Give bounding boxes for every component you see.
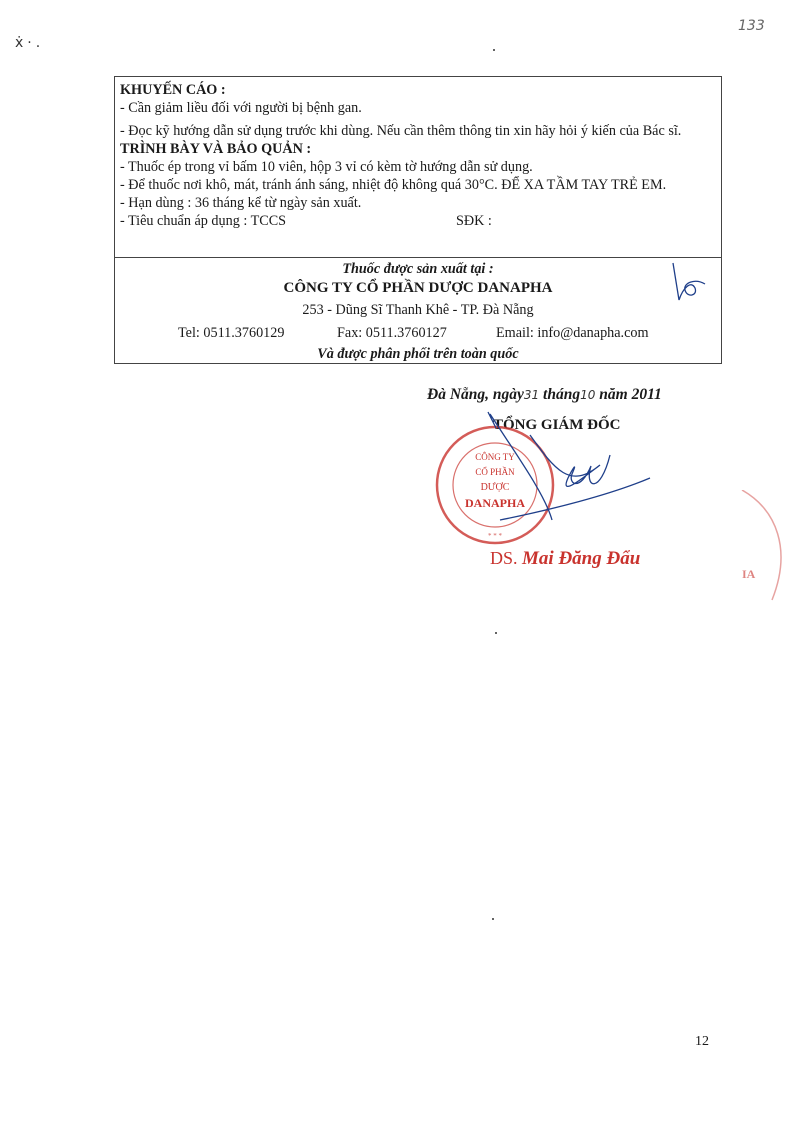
company-tel: Tel: 0511.3760129 bbox=[178, 325, 285, 341]
warning-line: - Cần giảm liều đối với người bị bệnh gan. bbox=[120, 100, 362, 116]
name-text: Mai Đăng Đẩu bbox=[522, 548, 641, 569]
page-number: 12 bbox=[695, 1034, 709, 1049]
distribution-note: Và được phân phối trên toàn quốc bbox=[317, 346, 519, 362]
leaflet-box bbox=[114, 76, 722, 364]
storage-line: - Thuốc ép trong vỉ bấm 10 viên, hộp 3 vỉ có kèm tờ hướng dẫn sử dụng. bbox=[120, 159, 533, 175]
stamp-line: DƯỢC bbox=[480, 482, 510, 493]
storage-line: - Hạn dùng : 36 tháng kể từ ngày sản xuất. bbox=[120, 195, 362, 211]
date-prefix: Đà Nẵng, ngày bbox=[427, 386, 524, 403]
registration-label: SĐK : bbox=[456, 213, 492, 229]
director-title: TỔNG GIÁM ĐỐC bbox=[493, 417, 621, 433]
box-info-section bbox=[115, 77, 721, 257]
manufacturer-section bbox=[115, 258, 721, 363]
stamp-line: CỔ PHẦN bbox=[475, 467, 515, 477]
date-month-word: tháng bbox=[543, 386, 581, 403]
warning-line: - Đọc kỹ hướng dẫn sử dụng trước khi dùng. Nếu cần thêm thông tin xin hãy hỏi ý kiến của Bác sĩ. bbox=[120, 123, 682, 139]
svg-text:IA: IA bbox=[742, 567, 756, 581]
standard-line bbox=[120, 212, 716, 230]
company-email: Email: info@danapha.com bbox=[496, 325, 649, 341]
name-prefix: DS. bbox=[490, 548, 518, 568]
svg-text:* * *: * * * bbox=[488, 532, 502, 540]
company-fax: Fax: 0511.3760127 bbox=[337, 325, 447, 341]
stamp-line: CÔNG TY bbox=[475, 452, 515, 462]
company-name: CÔNG TY CỔ PHẦN DƯỢC DANAPHA bbox=[283, 280, 553, 296]
scan-specks: ẋ·. bbox=[15, 35, 45, 51]
stamp-line: DANAPHA bbox=[465, 496, 525, 510]
initials-mark bbox=[665, 258, 715, 308]
storage-heading: TRÌNH BÀY VÀ BẢO QUẢN : bbox=[120, 141, 312, 157]
date-day: 31 bbox=[523, 388, 540, 402]
company-address: 253 - Dũng Sĩ Thanh Khê - TP. Đà Nẵng bbox=[302, 302, 534, 318]
standard-text: - Tiêu chuẩn áp dụng : TCCS bbox=[120, 213, 287, 229]
partial-stamp bbox=[732, 490, 799, 620]
storage-line: - Để thuốc nơi khô, mát, tránh ánh sáng, nhiệt độ không quá 30°C. ĐỂ XA TẦM TAY TRẺ EM. bbox=[120, 177, 667, 193]
date-year: năm 2011 bbox=[599, 386, 662, 403]
warnings-heading: KHUYẾN CÁO : bbox=[120, 82, 226, 98]
date-month: 10 bbox=[580, 388, 596, 402]
manufactured-at-label: Thuốc được sản xuất tại : bbox=[342, 261, 494, 277]
director-name bbox=[490, 548, 640, 570]
handwritten-page-note: 133 bbox=[738, 18, 765, 34]
director-signature bbox=[460, 400, 660, 540]
